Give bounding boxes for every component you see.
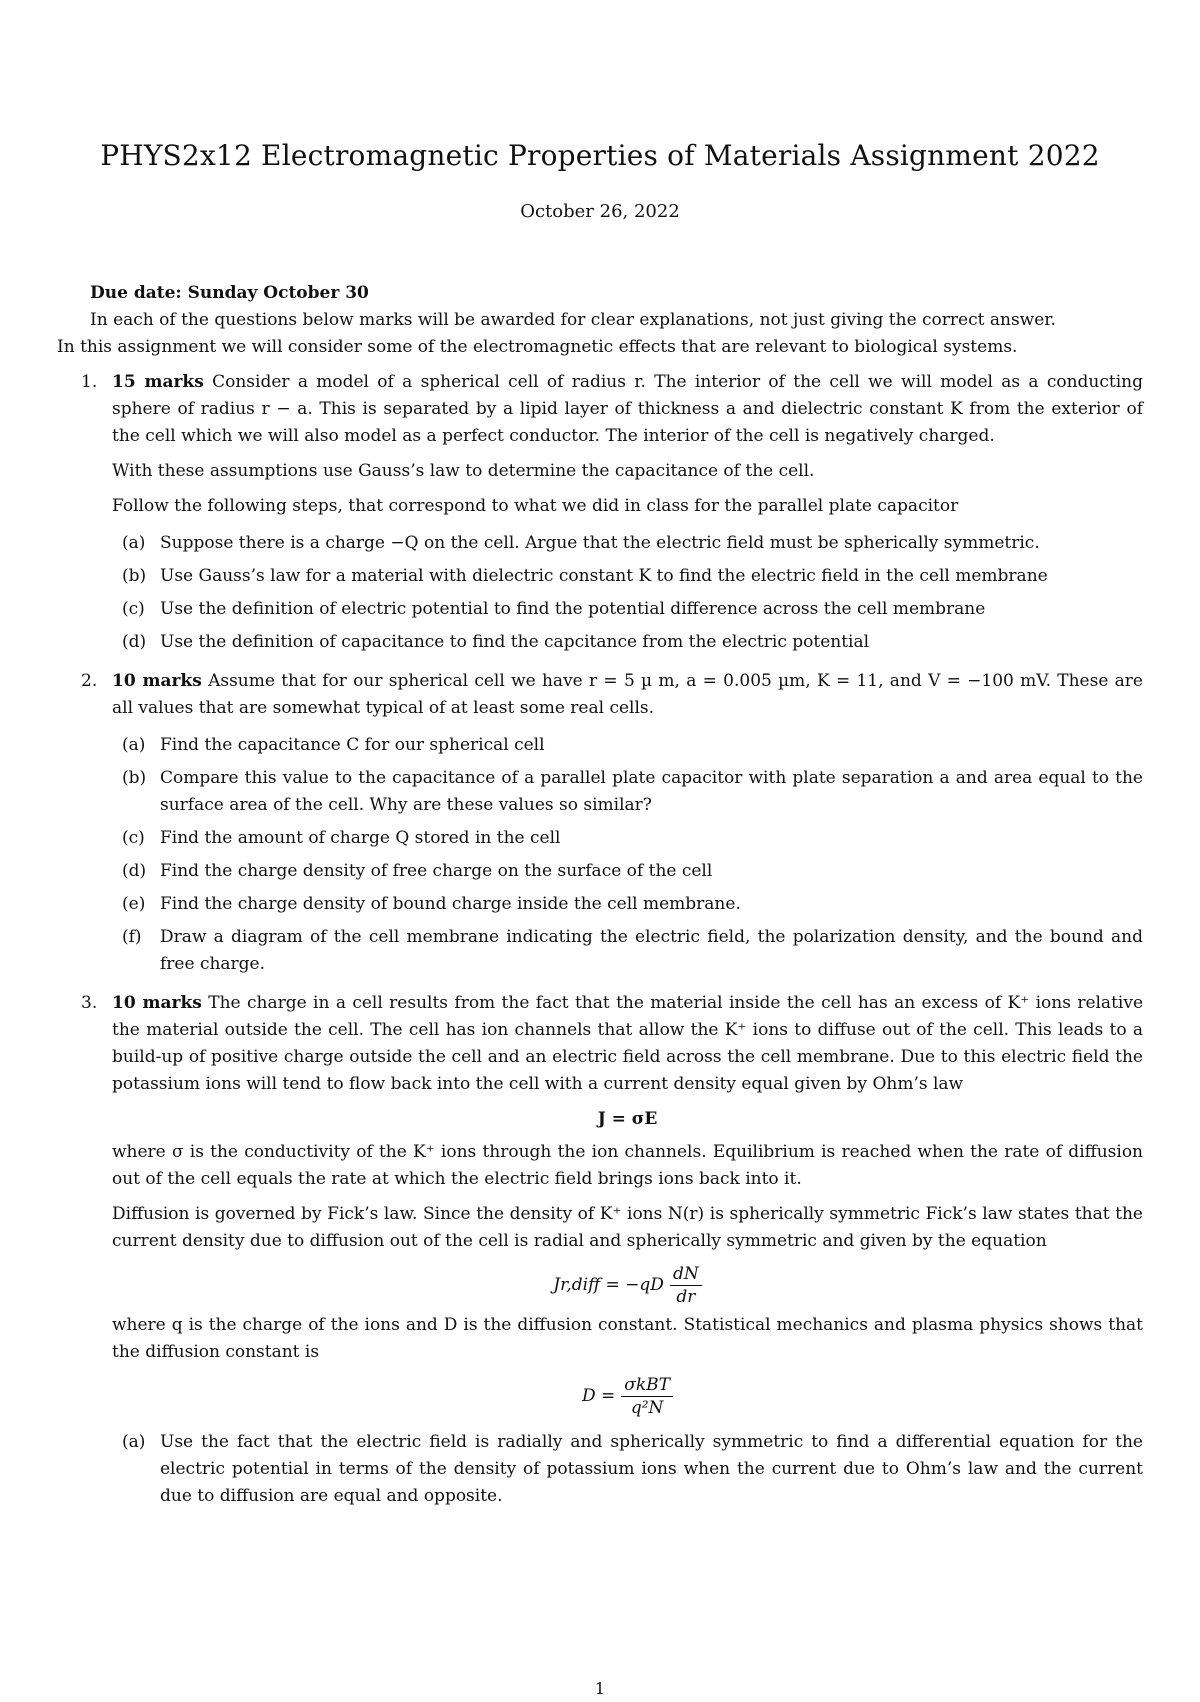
subpart-label: (a) [122, 1432, 146, 1452]
question-paragraph: With these assumptions use Gauss’s law to determine the capacitance of the cell. [112, 461, 815, 481]
question-number: 1. [81, 372, 98, 392]
question-body: Consider a model of a spherical cell of radius r. The interior of the cell we will model as a conducting sphere of radius r − a. This is separated by a lipid layer of thickness a and dielectric constant K from the exterior of the cell which we will also model as a perfect conductor. The interior of the cell is negatively charged. [112, 372, 1144, 446]
subpart [112, 858, 1143, 885]
subpart-text: Find the charge density of free charge on the surface of the cell [160, 861, 713, 881]
question-body: The charge in a cell results from the fact that the material inside the cell has an excess of K⁺ ions relative the material outside the cell. The cell has ion channels that allow the K⁺ ions to diffuse out of the cell. This leads to a build-up of positive charge outside the cell and an electric field across the cell membrane. Due to this electric field the potassium ions will tend to flow back into the cell with a current density equal given by Ohm’s law [112, 993, 1144, 1094]
fraction-numerator: dN [670, 1263, 702, 1286]
question-paragraph: where q is the charge of the ions and D is the diffusion constant. Statistical mechanics and plasma physics shows that the diffusion constant is [112, 1315, 1143, 1362]
subpart-label: (b) [122, 566, 147, 586]
equation-lhs: Jr,diff = −qD [553, 1275, 664, 1295]
fraction-denominator: dr [676, 1287, 696, 1307]
fraction-denominator: q²N [630, 1398, 664, 1418]
question-number: 2. [81, 671, 98, 691]
due-date: Due date: Sunday October 30 [90, 283, 369, 303]
subpart-list [112, 1429, 1143, 1510]
subpart [112, 825, 1143, 852]
subpart-label: (d) [122, 861, 147, 881]
equation-lhs: D = [581, 1386, 616, 1406]
question-list [57, 369, 1143, 1510]
subpart [112, 530, 1143, 557]
subpart-list [112, 530, 1143, 656]
equation-diffusion-constant [112, 1374, 1143, 1419]
subpart-label: (a) [122, 533, 146, 553]
question-marks: 10 marks [112, 671, 202, 691]
subpart-text: Compare this value to the capacitance of a parallel plate capacitor with plate separation a and area equal to the surface area of the cell. Why are these values so similar? [160, 768, 1143, 815]
subpart-text: Find the amount of charge Q stored in the cell [160, 828, 561, 848]
intro-paragraph-2: In this assignment we will consider some of the electromagnetic effects that are relevant to biological systems. [57, 337, 1018, 357]
question-paragraph: Diffusion is governed by Fick’s law. Since the density of K⁺ ions N(r) is spherically symmetric Fick’s law states that the current density due to diffusion out of the cell is radial and spherically symmetric and given by the equation [112, 1204, 1143, 1251]
subpart-text: Draw a diagram of the cell membrane indicating the electric field, the polarization density, and the bound and free charge. [160, 927, 1143, 974]
question-body: Assume that for our spherical cell we have r = 5 µ m, a = 0.005 µm, K = 11, and V = −100 mV. These are all values that are somewhat typical of at least some real cells. [112, 671, 1143, 718]
question-3 [57, 990, 1143, 1510]
subpart-label: (b) [122, 768, 147, 788]
document-date: October 26, 2022 [520, 201, 680, 222]
subpart [112, 563, 1143, 590]
intro-paragraph-1: In each of the questions below marks will be awarded for clear explanations, not just giving the correct answer. [90, 310, 1056, 330]
equation-ohms-law: J = σE [597, 1109, 658, 1129]
subpart-text: Use the definition of electric potential to find the potential difference across the cell membrane [160, 599, 986, 619]
question-1 [57, 369, 1143, 656]
subpart [112, 891, 1143, 918]
subpart-text: Use the fact that the electric field is radially and spherically symmetric to find a differential equation for the electric potential in terms of the density of potassium ions when the current due to Ohm’s law and the current due to diffusion are equal and opposite. [160, 1432, 1143, 1506]
subpart-label: (a) [122, 735, 146, 755]
subpart-label: (c) [122, 599, 145, 619]
question-text [112, 668, 1143, 722]
subpart-text: Suppose there is a charge −Q on the cell. Argue that the electric field must be spherically symmetric. [160, 533, 1040, 553]
subpart-text: Find the charge density of bound charge inside the cell membrane. [160, 894, 741, 914]
subpart-label: (e) [122, 894, 146, 914]
equation-fraction [670, 1263, 702, 1308]
equation-ficks-law [112, 1263, 1143, 1308]
subpart [112, 1429, 1143, 1510]
question-text [112, 990, 1143, 1098]
subpart-text: Find the capacitance C for our spherical cell [160, 735, 545, 755]
subpart-text: Use Gauss’s law for a material with dielectric constant K to find the electric field in the cell membrane [160, 566, 1048, 586]
fraction-numerator: σkBT [621, 1374, 673, 1397]
question-number: 3. [81, 993, 98, 1013]
subpart [112, 732, 1143, 759]
question-marks: 10 marks [112, 993, 202, 1013]
question-text [112, 369, 1143, 450]
subpart [112, 924, 1143, 978]
subpart-label: (f) [122, 927, 142, 947]
document-body [57, 280, 1143, 1522]
question-paragraph: where σ is the conductivity of the K⁺ ions through the ion channels. Equilibrium is reached when the rate of diffusion out of the cell equals the rate at which the electric field brings ions back into it. [112, 1142, 1143, 1189]
subpart-list [112, 732, 1143, 978]
equation-fraction [621, 1374, 673, 1419]
question-2 [57, 668, 1143, 978]
subpart [112, 629, 1143, 656]
subpart [112, 765, 1143, 819]
intro [57, 307, 1143, 361]
question-marks: 15 marks [112, 372, 204, 392]
subpart [112, 596, 1143, 623]
subpart-label: (d) [122, 632, 147, 652]
subpart-text: Use the definition of capacitance to find the capcitance from the electric potential [160, 632, 870, 652]
question-paragraph: Follow the following steps, that correspond to what we did in class for the parallel plate capacitor [112, 496, 959, 516]
page-number: 1 [594, 1679, 606, 1698]
document-title: PHYS2x12 Electromagnetic Properties of Materials Assignment 2022 [100, 139, 1100, 172]
subpart-label: (c) [122, 828, 145, 848]
